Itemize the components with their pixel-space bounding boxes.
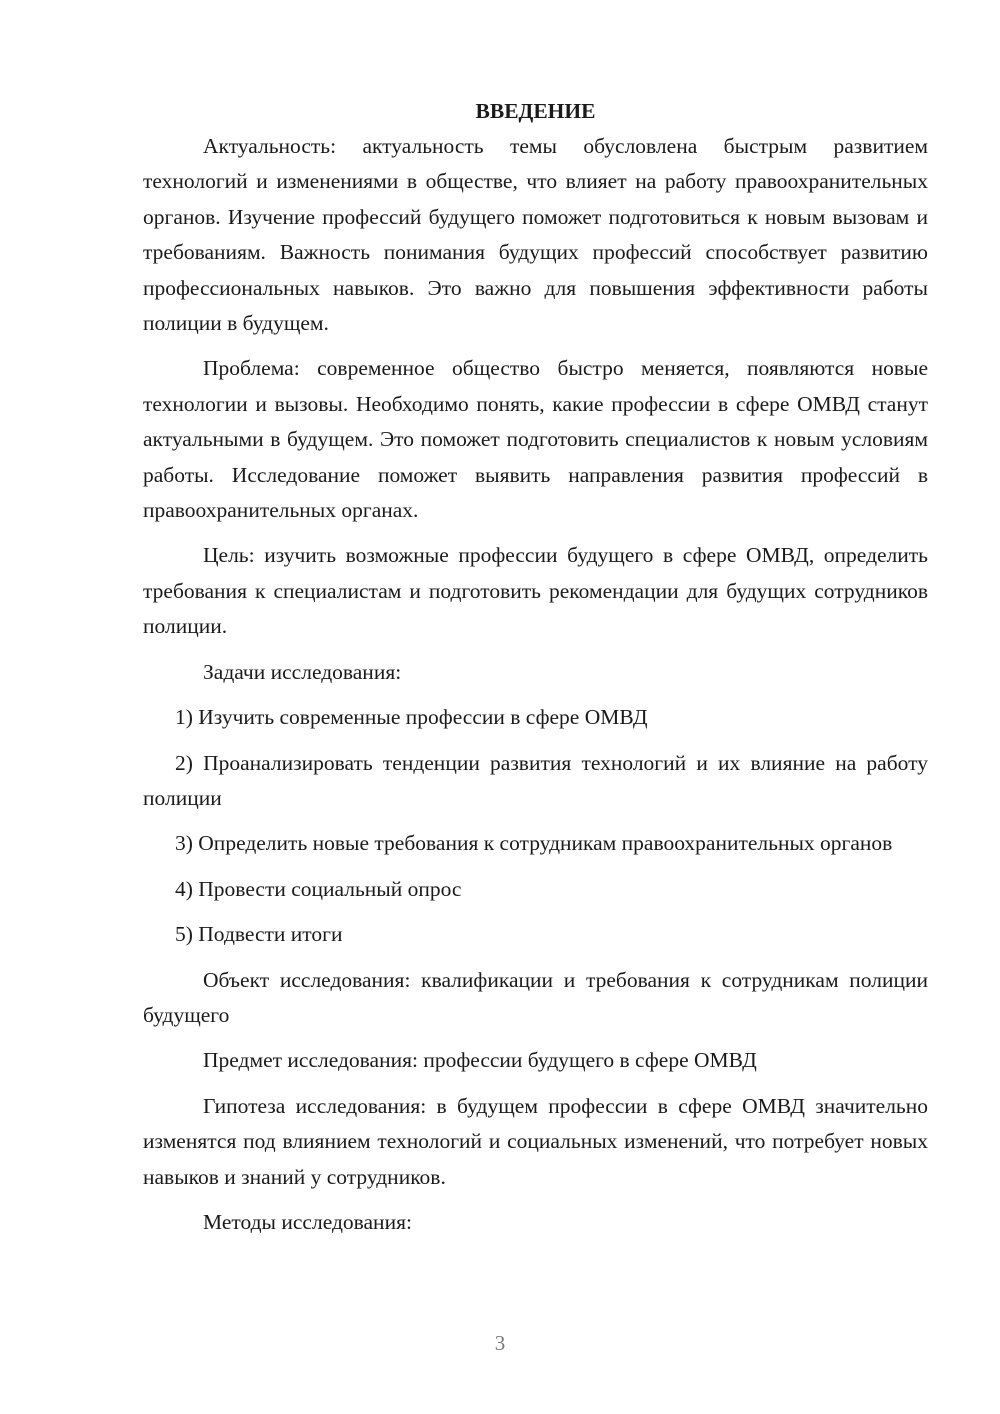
paragraph-hypothesis: Гипотеза исследования: в будущем профессии в сфере ОМВД значительно изменятся под влиянием технологий и социальных изменений, что потребует новых навыков и знаний у сотрудников. — [143, 1093, 928, 1189]
task-item-2: 2) Проанализировать тенденции развития технологий и их влияние на работу полиции — [143, 750, 928, 810]
paragraph-problem: Проблема: современное общество быстро меняется, появляются новые технологии и вызовы. Необходимо понять, какие профессии в сфере ОМВД станут актуальными в будущем. Это поможет подготовить специалистов к новым условиям работы. Исследование поможет выявить направления развития профессий в правоохранительных органах. — [143, 356, 928, 523]
task-item-5: 5) Подвести итоги — [175, 922, 343, 947]
task-item-1: 1) Изучить современные профессии в сфере ОМВД — [175, 705, 648, 730]
paragraph-relevance: Актуальность: актуальность темы обусловлена быстрым развитием технологий и изменениями в обществе, что влияет на работу правоохранительных органов. Изучение профессий будущего поможет подготовиться к новым вызовам и требованиям. Важность понимания будущих профессий способствует развитию профессиональных навыков. Это важно для повышения эффективности работы полиции в будущем. — [143, 134, 928, 336]
page-title: ВВЕДЕНИЕ — [475, 99, 596, 123]
task-item-4: 4) Провести социальный опрос — [175, 876, 462, 901]
task-item-3: 3) Определить новые требования к сотрудникам правоохранительных органов — [175, 831, 893, 856]
paragraph-object: Объект исследования: квалификации и требования к сотрудникам полиции будущего — [143, 967, 928, 1027]
paragraph-goal: Цель: изучить возможные профессии будущего в сфере ОМВД, определить требования к специалистам и подготовить рекомендации для будущих сотрудников полиции. — [143, 543, 928, 639]
document-page — [143, 92, 928, 1250]
tasks-title: Задачи исследования: — [203, 659, 402, 684]
paragraph-subject: Предмет исследования: профессии будущего в сфере ОМВД — [203, 1048, 757, 1073]
page-number: 3 — [494, 1331, 506, 1355]
methods-title: Методы исследования: — [203, 1209, 412, 1234]
